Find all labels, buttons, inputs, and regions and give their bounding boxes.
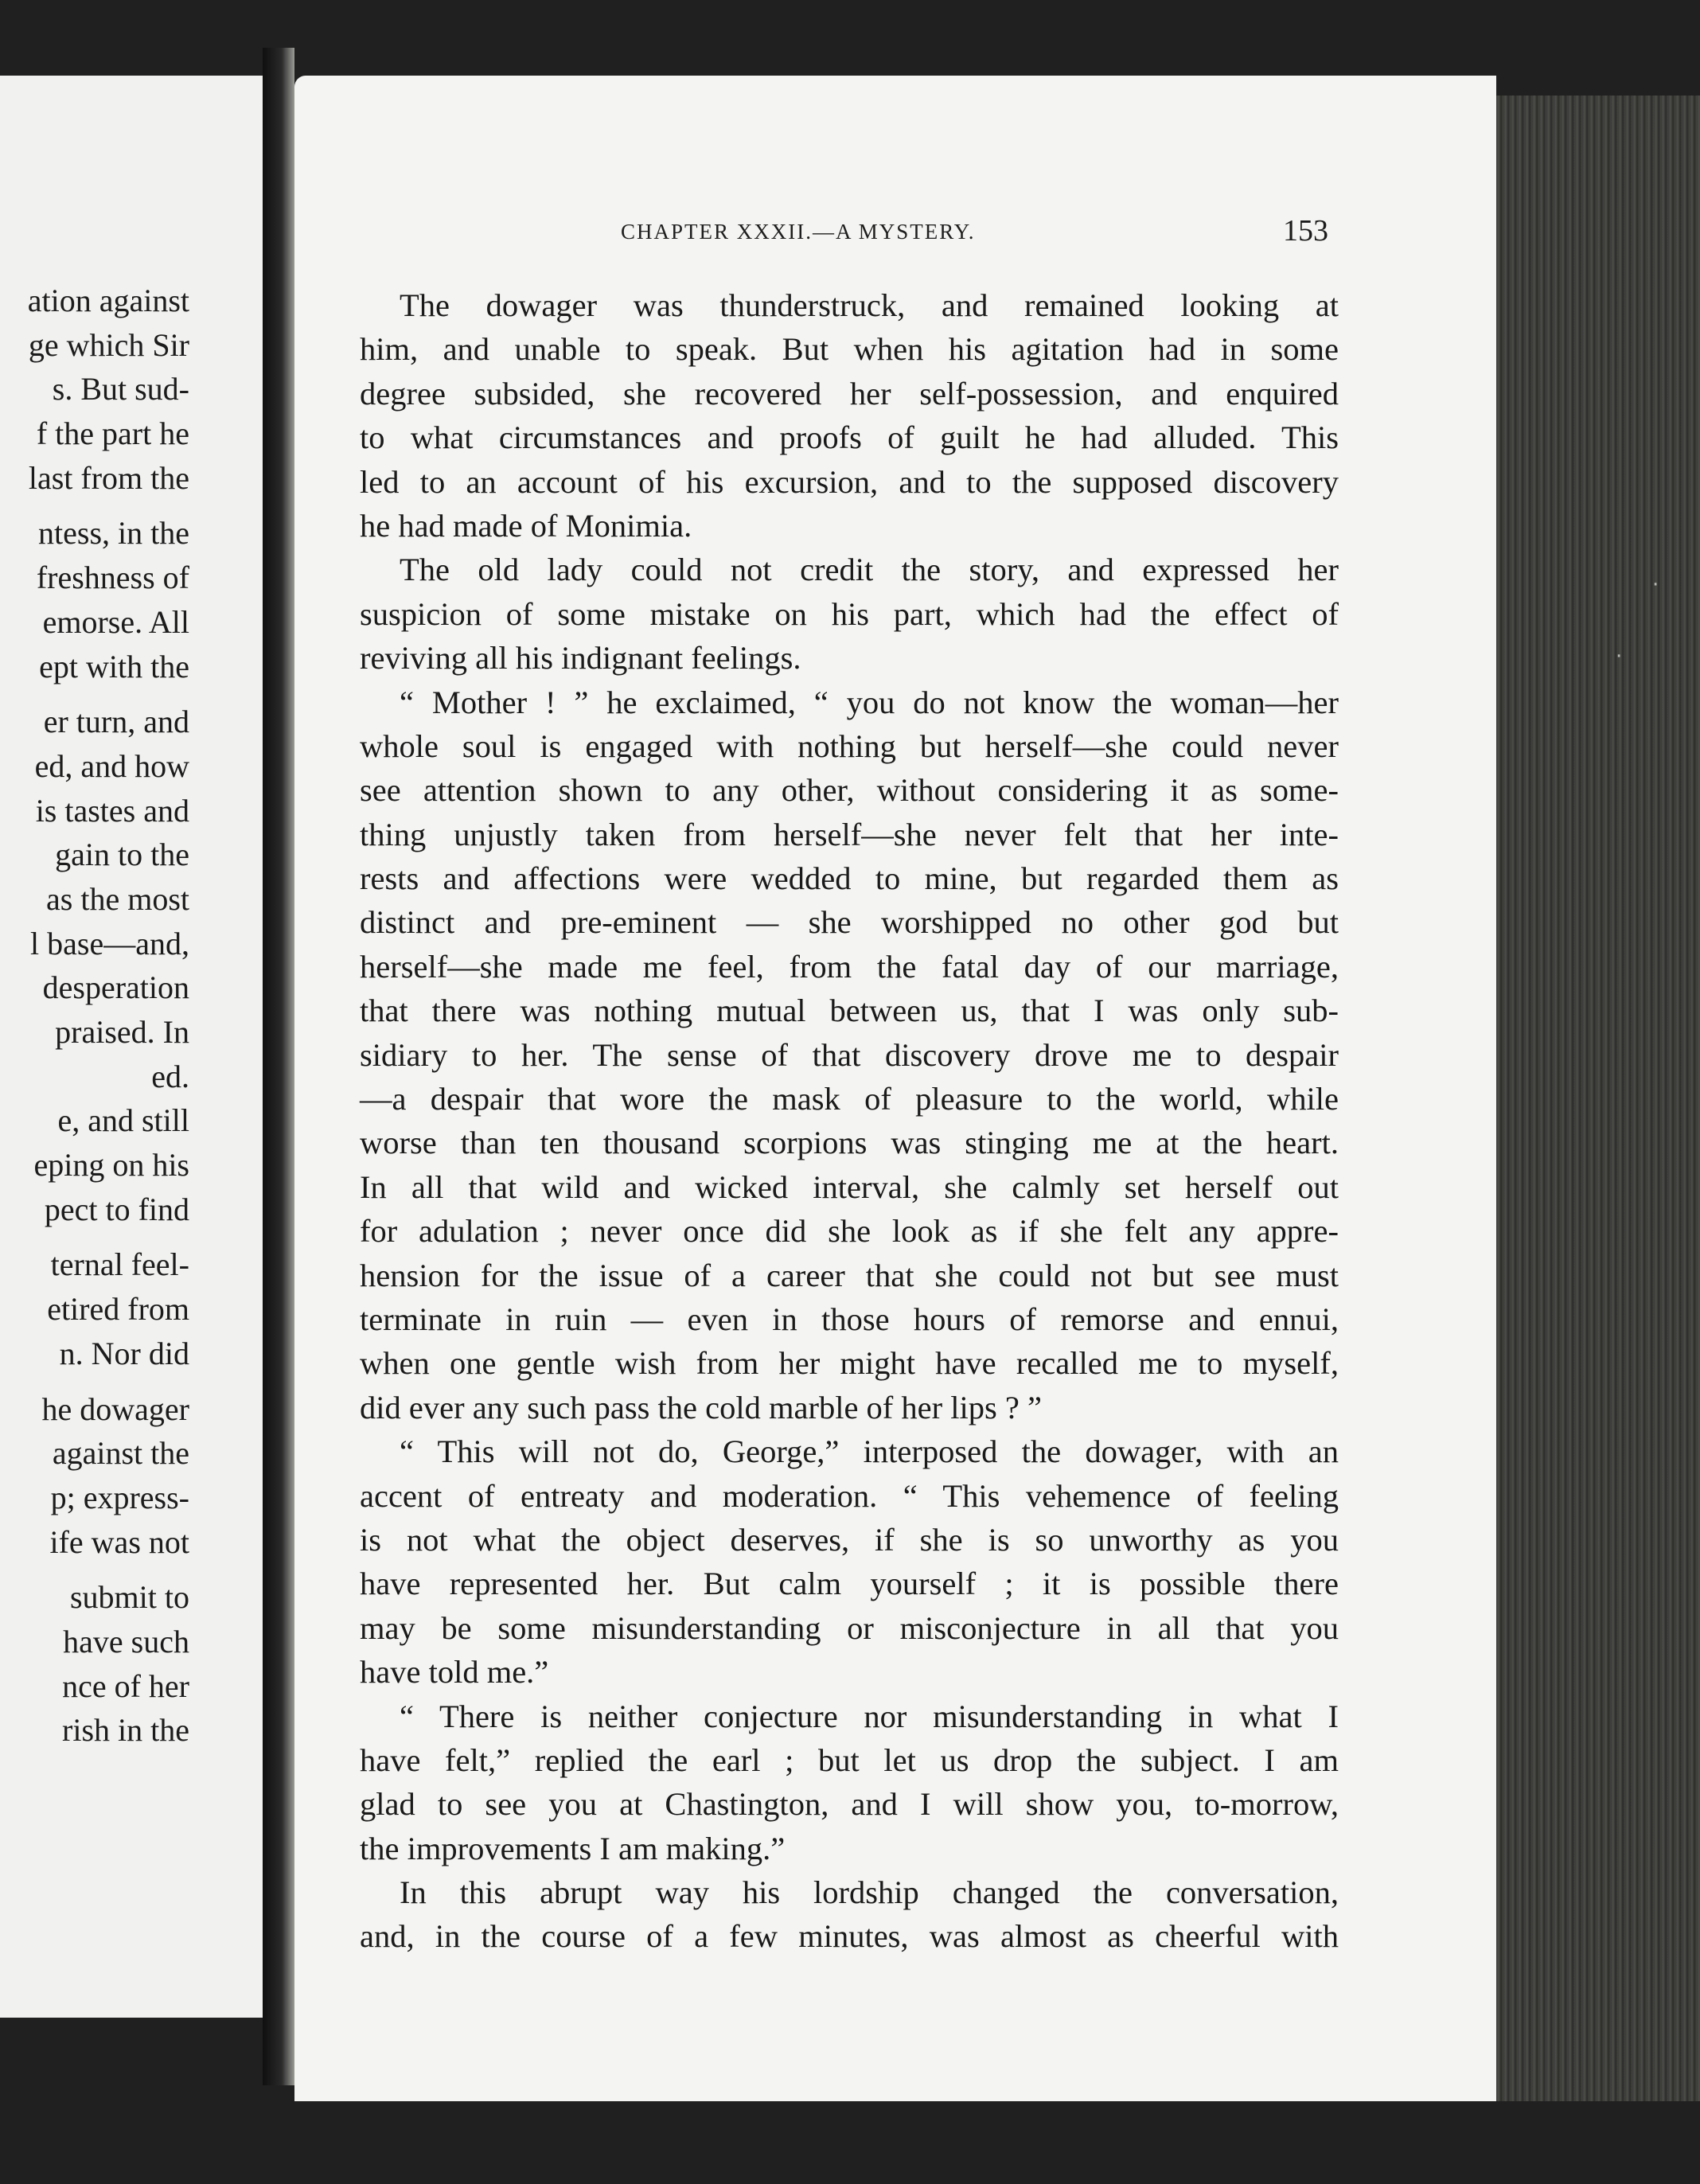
paragraph (360, 1695, 1339, 1871)
edge-speck: · (1616, 645, 1623, 669)
left-page-line: against the (52, 1435, 189, 1472)
text-line: sidiary to her. The sense of that discovery drove me to despair (360, 1036, 1339, 1073)
paragraph (360, 1870, 1339, 1959)
running-head: CHAPTER XXXII.—A MYSTERY. (621, 220, 976, 244)
left-page-line: ed. (151, 1058, 189, 1094)
left-page-line: ed, and how (34, 747, 189, 784)
edge-speck: · (1652, 573, 1659, 597)
text-line: In this abrupt way his lordship changed the conversation, (400, 1874, 1339, 1911)
text-line: accent of entreaty and moderation. “ This vehemence of feeling (360, 1477, 1339, 1514)
left-page-line: ntess, in the (38, 515, 189, 552)
left-page-line: n. Nor did (59, 1335, 189, 1371)
text-line: “ This will not do, George,” interposed the dowager, with an (400, 1433, 1339, 1470)
left-page-text (28, 279, 189, 1753)
text-line: In all that wild and wicked interval, she calmly set herself out (360, 1168, 1339, 1205)
text-line: degree subsided, she recovered her self-possession, and enquired (360, 375, 1339, 411)
left-page (0, 76, 263, 2018)
left-page-line: e, and still (57, 1102, 189, 1139)
text-line: is not what the object deserves, if she is so unworthy as you (360, 1521, 1339, 1558)
text-line: “ Mother ! ” he exclaimed, “ you do not know the woman—her (400, 684, 1339, 720)
left-page-line: he dowager (41, 1390, 189, 1427)
text-line: The dowager was thunderstruck, and remained looking at (400, 287, 1339, 323)
text-line: distinct and pre-eminent — she worshipped no other god but (360, 904, 1339, 941)
left-page-line (28, 1376, 189, 1387)
text-line: have told me.” (360, 1654, 549, 1691)
text-line: led to an account of his excursion, and to the supposed discovery (360, 463, 1339, 500)
left-page-line (28, 500, 189, 511)
left-page-line (28, 1564, 189, 1575)
text-line: him, and unable to speak. But when his agitation had in some (360, 331, 1339, 368)
left-page-line: ge which Sir (28, 326, 189, 363)
text-line: —a despair that wore the mask of pleasure to the world, while (360, 1081, 1339, 1117)
text-line: when one gentle wish from her might have recalled me to myself, (360, 1345, 1339, 1382)
left-page-line: freshness of (36, 560, 189, 596)
paragraph (360, 1429, 1339, 1694)
text-line: thing unjustly taken from herself—she never felt that her inte- (360, 816, 1339, 852)
text-line: for adulation ; never once did she look as if she felt any appre- (360, 1213, 1339, 1250)
text-line: and, in the course of a few minutes, was almost as cheerful with (360, 1918, 1339, 1955)
text-line: he had made of Monimia. (360, 507, 692, 544)
text-line: terminate in ruin — even in those hours of remorse and ennui, (360, 1301, 1339, 1337)
left-page-line: etired from (47, 1291, 189, 1328)
text-line: “ There is neither conjecture nor misunderstanding in what I (400, 1698, 1339, 1734)
left-page-line: gain to the (55, 837, 189, 873)
text-line: to what circumstances and proofs of guilt he had alluded. This (360, 419, 1339, 456)
paragraph (360, 283, 1339, 548)
left-page-line: ept with the (39, 648, 189, 684)
left-page-line: s. But sud- (52, 371, 189, 408)
text-line: suspicion of some mistake on his part, which had the effect of (360, 595, 1339, 632)
left-page-line: ternal feel- (50, 1246, 189, 1283)
text-line: rests and affections were wedded to mine, but regarded them as (360, 860, 1339, 897)
left-page-line: f the part he (36, 415, 189, 452)
left-page-line: nce of her (62, 1667, 189, 1704)
text-line: worse than ten thousand scorpions was stinging me at the heart. (360, 1125, 1339, 1161)
left-page-line: praised. In (55, 1014, 189, 1050)
text-line: hension for the issue of a career that she could not but see must (360, 1257, 1339, 1293)
left-page-line: eping on his (33, 1147, 189, 1184)
left-page-line: submit to (69, 1579, 189, 1616)
page-edge (1496, 96, 1700, 2101)
left-page-line (28, 1231, 189, 1242)
left-page-line: desperation (42, 969, 189, 1006)
text-line: reviving all his indignant feelings. (360, 640, 801, 677)
left-page-line: ife was not (49, 1523, 189, 1560)
paragraph (360, 681, 1339, 1430)
left-page-line (28, 688, 189, 700)
left-page-line: ation against (27, 283, 189, 318)
left-page-line: is tastes and (35, 792, 189, 829)
left-page-line: p; express- (50, 1479, 189, 1515)
left-page-line: er turn, and (43, 704, 189, 740)
text-line: that there was nothing mutual between us, that I was only sub- (360, 993, 1339, 1029)
left-page-line: pect to find (44, 1191, 189, 1227)
page-number: 153 (1283, 214, 1328, 248)
text-line: the improvements I am making.” (360, 1830, 786, 1866)
page-body (360, 283, 1339, 1959)
book-gutter (263, 48, 294, 2085)
text-line: have felt,” replied the earl ; but let us drop the subject. I am (360, 1741, 1339, 1778)
paragraph (360, 548, 1339, 680)
left-page-line: last from the (28, 459, 189, 496)
left-page-line: l base—and, (30, 925, 189, 961)
text-line: The old lady could not credit the story, and expressed her (400, 552, 1339, 588)
text-line: glad to see you at Chastington, and I will show you, to-morrow, (360, 1786, 1339, 1823)
left-page-line: rish in the (62, 1712, 189, 1749)
text-line: see attention shown to any other, without considering it as some- (360, 772, 1339, 809)
left-page-line: as the most (46, 880, 189, 917)
text-line: did ever any such pass the cold marble of her lips ? ” (360, 1389, 1042, 1425)
text-line: whole soul is engaged with nothing but herself—she could never (360, 727, 1339, 764)
text-line: have represented her. But calm yourself ; it is possible there (360, 1566, 1339, 1602)
text-line: may be some misunderstanding or misconjecture in all that you (360, 1609, 1339, 1646)
left-page-line: emorse. All (42, 603, 189, 640)
left-page-line: have such (63, 1623, 189, 1659)
text-line: herself—she made me feel, from the fatal day of our marriage, (360, 948, 1339, 985)
